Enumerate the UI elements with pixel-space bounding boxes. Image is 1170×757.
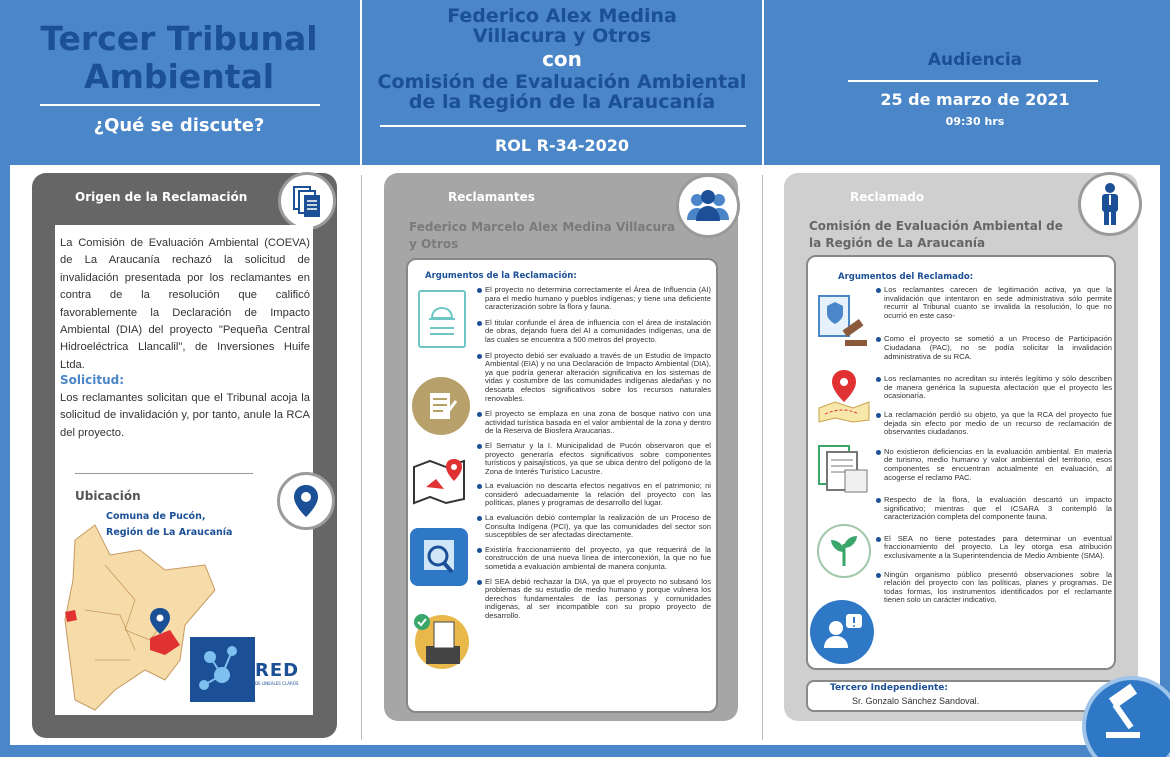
people-group-icon [676,174,740,238]
reclamantes-name: Federico Marcelo Alex Medina Villacura y Otros [409,220,676,251]
red-logo-icon [190,637,255,702]
origen-text: La Comisión de Evaluación Ambiental (COEVA) de La Araucanía rechazó la solicitud de invalidación presentada por los reclamantes en contra de la resolución que calificó favorablemente la Declaración de Impacto Ambiental (DIA) del proyecto "Pequeña Central Hidroeléctrica Llancalil", de Inversiones Huife Ltda. [60,237,310,371]
map-search-icon [410,528,468,586]
question-heading: ¿Qué se discute? [93,115,265,136]
argument-item: El SEA no tiene potestades para determinar un eventual fraccionamiento del proyecto. La ley otorga esa atribución exclusivamente a la Superintendencia de Medio Ambiente (SMA). [876,535,1112,561]
hearing-time: 09:30 hrs [945,115,1005,128]
case-line: Comisión de Evaluación Ambiental [377,71,747,93]
document-pen-icon [412,377,470,435]
audiencia-label: Audiencia [927,50,1023,70]
ballot-box-icon [412,612,472,670]
argument-item: Los reclamantes no acreditan su interés legítimo y sólo describen de manera genérica la supuesta afectación que el proyecto les ocasionaría. [876,375,1112,401]
reclamantes-args-list [477,286,711,621]
hearing-date: 25 de marzo de 2021 [880,90,1070,109]
argument-item: El proyecto se emplaza en una zona de bosque nativo con una actividad turística basada en el valor ambiental de la zona y dentro de la Reserva de Biosfera Araucarias.. [477,410,711,436]
speaker-alert-icon [810,600,874,664]
reclamantes-args-title: Argumentos de la Reclamación: [425,271,577,281]
argument-item: La evaluación debió contemplar la realización de un Proceso de Consulta Indígena (PCI), ya que las comunidades del sector son susceptibles de ser afectadas directamente. [477,514,711,540]
divider [361,175,362,740]
reclamado-args-list [876,286,1112,605]
reclamado-args-title: Argumentos del Reclamado: [838,272,974,282]
argument-item: La evaluación no descarta efectos negativos en el patrimonio; ni consideró adecuadamente la relación del proyecto con las políticas, planes y programas de desarrollo del lugar. [477,482,711,508]
location-pin-icon [277,472,335,530]
businessman-icon [1078,172,1142,236]
divider [380,125,746,127]
argument-item: El titular confunde el área de influencia con el área de instalación de obras, dejando fuera del AI a comunidades indígenas, una de las cuales se encuentra a 500 metros del proyecto. [477,319,711,345]
comuna-label: Comuna de Pucón, [106,511,206,522]
tercero-title: Tercero Independiente: [830,683,948,693]
divider [848,80,1098,82]
reclamado-name: Comisión de Evaluación Ambiental de la Región de La Araucanía [809,219,1063,250]
case-con: con [542,47,582,71]
helmet-document-icon [418,290,466,348]
region-label: Región de La Araucanía [106,527,233,538]
gavel-icon [1082,676,1170,757]
divider [75,473,253,474]
argument-item: El Sernatur y la I. Municipalidad de Pucón observaron que el proyecto generaría efectos significativos sobre componentes turísticos y paisajísticos, ya que se ubica dentro del polígono de la Zona de Interés Turístico Lacustre. [477,442,711,476]
divider [762,0,764,165]
argument-item: Existiría fraccionamiento del proyecto, ya que requerirá de la construcción de una nueva línea de interconexión, la que no fue sometida a evaluación ambiental de manera conjunta. [477,546,711,572]
argument-item: Respecto de la flora, la evaluación descartó un impacto significativo; mientras que el ICSARA 3 contempló la caracterización completa del componente fauna. [876,496,1112,522]
argument-item: El SEA debió rechazar la DIA, ya que el proyecto no subsanó los problemas de su estudio de medio humano y porque vulnera los derechos fundamentales de las personas y comunidades indígenas, al ser incompatible con su propio proyecto de desarrollo. [477,578,711,621]
argument-item: Los reclamantes carecen de legitimación activa, ya que la invalidación que intentaron en sede administrativa sólo permite recurrir al Tribunal cuanto se invalida la resolución, lo que no ocurrió en este caso- [876,286,1112,320]
origen-title: Origen de la Reclamación [75,190,248,204]
case-title [362,6,762,112]
argument-item: Como el proyecto se sometió a un Proceso de Participación Ciudadana (PAC), no se podía solicitar la invalidación administrativa de su RCA. [876,335,1112,361]
case-line: de la Región de la Araucanía [408,91,716,113]
solicitud-title: Solicitud: [60,373,125,387]
argument-item: El proyecto debió ser evaluado a través de un Estudio de Impacto Ambiental (EIA) y no una Declaración de Impacto Ambiental (DIA), ya que podría generar alteración significativa en los sistemas de vidas y costumbre de las comunidades indígenas aledañas y no descarta efectos significativos sobre los recursos naturales renovables. [477,352,711,404]
rol-number: ROL R-34-2020 [494,136,630,155]
argument-item: La reclamación perdió su objeto, ya que la RCA del proyecto fue dejada sin efecto por medio de un recurso de reclamación de observantes ciudadanos. [876,411,1112,437]
map-pin-icon [412,457,468,505]
argument-item: El proyecto no determina correctamente el Área de Influencia (AI) para el medio humano y pueblos indígenas; y tiene una deficiente caracterización sobre la flora y fauna. [477,286,711,312]
map-route-pin-icon [815,368,873,424]
documents-icon [278,172,336,230]
red-logo-sub: DE LINEALES CLAROS [255,681,299,686]
case-line: Federico Alex Medina [447,5,677,27]
case-line: Villacura y Otros [472,25,652,47]
plant-sprout-icon [815,522,873,580]
stacked-documents-icon [815,440,875,498]
solicitud-text: Los reclamantes solicitan que el Tribunal acoja la solicitud de invalidación y, por tanto, anule la RCA del proyecto. [60,392,310,439]
tribunal-title: Tercer Tribunal Ambiental [40,19,318,96]
gavel-document-icon [813,292,873,350]
ubicacion-title: Ubicación [75,489,141,503]
reclamantes-title: Reclamantes [448,190,535,204]
red-logo-text: RED [255,660,300,681]
tercero-name: Sr. Gonzalo Sánchez Sandoval. [852,696,980,706]
argument-item: No existieron deficiencias en la evaluación ambiental. En materia de turismo, medio humano y valor ambiental del territorio, esos componentes se encuentran actualmente en evaluación, al acogerse el reclamo PAC. [876,448,1112,482]
divider [40,104,320,106]
divider [762,175,763,740]
argument-item: Ningún organismo público presentó observaciones sobre la relación del proyecto con las políticas, planes y programas. De todas formas, los instrumentos identificados por el reclamante tienen solo un carácter indicativo. [876,571,1112,605]
reclamado-title: Reclamado [850,190,925,204]
